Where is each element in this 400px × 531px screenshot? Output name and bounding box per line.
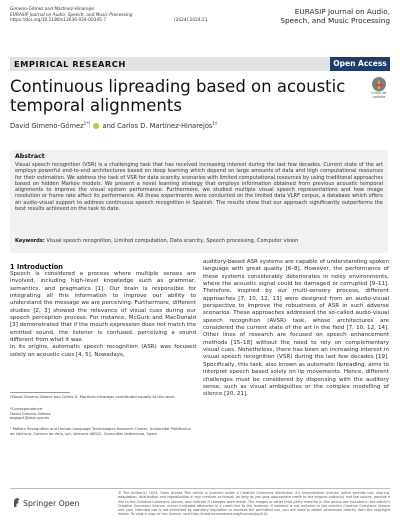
- author-list: [10, 121, 380, 130]
- keywords-label: Keywords:: [15, 238, 45, 244]
- intro-column-right: auditory-based ASR systems are capable of understanding spoken language with great quality [6–8]. However, the performance of these systems considerably deteriorates in noisy environments, where the acoustic signal could be damaged or corrupted [9–11]. Therefore, inspired by our multi-sensory process, different approaches [7, 10, 12, 13] were designed from an audio-visual perspective to improve the robustness of ASR in such adverse scenarios. These approaches addressed the so-called audio-visual speech recognition (AVSR) task, whose architectures are considered the current state of the art in the field [7, 10, 12, 14]. Other lines of research are focused on speech enhancement methods [15–18] without the need to rely on complementary visual cues. Nonetheless, there has been an increasing interest in visual speech recognition (VSR) during the last few decades [19]. Specifically, this task, also known as automatic lipreading, aims to interpret speech based solely on lip movements. Hence, different challenges must be considered by dispensing with the auditory sense, such as visual ambiguities or the complex modelling of silence [20, 21].: [203, 259, 389, 398]
- author-connector[interactable]: and Carlos D. Martínez-Hinarejos: [102, 122, 213, 131]
- springer-horse-icon: [12, 497, 21, 508]
- intro-column-left: Speech is considered a process where multiple senses are involved, including high-level knowledge such as grammar, semantics, and pragmatics [1]. Our brain is responsible for integrating all this information to improve our ability to understand the message we are perceiving. Furthermore, different studies [2, 3] showed the relevance of visual cues during our speech perception process. For instance, McGurk and MacDonald [3] demonstrated that if the mouth expression does not match the emitted sound, the listener is confused, perceiving a sound different from what it was. In its origins, automatic speech recognition (ASR) was focused solely on acoustic cues [4, 5]. Nowadays,: [10, 271, 196, 358]
- license-text: © The Author(s) 2024. Open Access This article is licensed under a Creative Commons Attribution 4.0 International License, which permits use, sharing, adaptation, distribution and reproduction in any medium or format, as long as you give appropriate credit to the original author(s) and the source, provide a link to the Creative Commons licence, and indicate if changes were made. The images or other third party material in this article are included in the article's Creative Commons licence, unless indicated otherwise in a credit line to the material. If material is not included in the article's Creative Commons licence and your intended use is not permitted by statutory regulation or exceeds the permitted use, you will need to obtain permission directly from the copyright holder. To view a copy of this licence, visit http://creativecommons.org/licenses/by/4.0/.: [118, 491, 390, 517]
- footnote-correspondence: *Correspondence: David Gimeno-Gómez dagigo1@dsic.upv.es: [10, 407, 51, 421]
- header-journal-ref: (2024) 2024:21: [174, 18, 208, 23]
- publisher-name: Springer Open: [23, 499, 80, 508]
- abstract-body: Visual speech recognition (VSR) is a challenging task that has received increasing interest during the last few decades. Current state of the art employs powerful end-to-end architectures based on deep learning which depend on large amounts of data and high computational resources for their estimation. We address the task of VSR for data scarcity scenarios with limited computational resources by using traditional approaches based on hidden Markov models. We present a novel learning strategy that employs information obtained from previous acoustic temporal alignments to improve the visual system performance. Furthermore, we studied multiple visual speech representations and how image resolution or frame rate affect its performance. All these experiments were conducted on the limited data VLRF corpus, a database which offers an audio-visual support to address continuous speech recognition in Spanish. The results show that our approach significantly outperforms the best results achieved on the task to date.: [15, 162, 383, 212]
- title-line-2: temporal alignments: [10, 96, 182, 115]
- orcid-icon[interactable]: [93, 123, 99, 129]
- author-1-marks: 1*†: [83, 121, 91, 126]
- footnote-equal-contribution: †David Gimeno-Gómez and Carlos D. Martínez-Hinarejos contributed equally to this work.: [10, 395, 176, 399]
- article-title: [10, 77, 360, 115]
- journal-name-line2: Speech, and Music Processing: [280, 16, 390, 25]
- article-type-label: EMPIRICAL RESEARCH: [14, 59, 126, 69]
- keywords: [15, 238, 383, 244]
- header-doi[interactable]: https://doi.org/10.1186/s13636-024-00345-7: [10, 18, 107, 24]
- title-line-1: Continuous lipreading based on acoustic: [10, 77, 346, 96]
- abstract-heading: Abstract: [15, 153, 45, 160]
- author-1[interactable]: David Gimeno-Gómez: [10, 122, 84, 131]
- footnote-divider: [10, 392, 70, 393]
- journal-name: [220, 7, 390, 25]
- crossmark-label: Check for updates: [371, 91, 387, 99]
- footnote-affiliation: ¹ Pattern Recognition and Human Language Technologies Research Center, Universitat Politècnica de València, Camino de Vera, s/n, Valencia 46022, Comunitat Valenciana, Spain: [10, 427, 191, 436]
- author-2-marks: 1†: [212, 121, 217, 126]
- journal-name-line1: EURASIP Journal on Audio,: [294, 7, 390, 16]
- publisher-logo[interactable]: [12, 497, 79, 508]
- open-access-badge: Open Access: [330, 57, 390, 71]
- header-authors: Gimeno-Gómez and Martínez-Hinarejos: [10, 7, 95, 12]
- crossmark-icon[interactable]: [372, 77, 386, 91]
- keywords-list: Visual speech recognition, Limited computation, Data scarcity, Speech processing, Computer vision: [46, 238, 299, 244]
- header-journal: EURASIP Journal on Audio, Speech, and Music Processing: [10, 12, 133, 18]
- section-heading-introduction: 1 Introduction: [10, 263, 63, 271]
- footer-divider: [10, 488, 390, 489]
